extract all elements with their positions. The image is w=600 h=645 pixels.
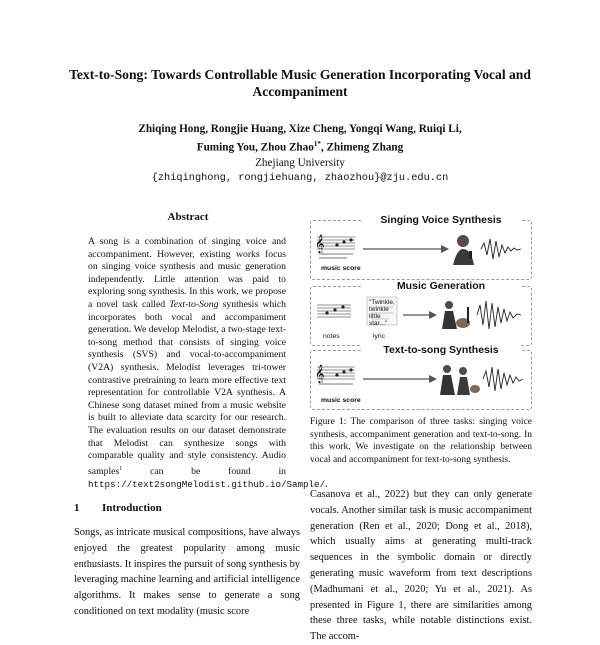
label-music-score-3: music score xyxy=(321,397,361,404)
abstract-part-1: A song is a combination of singing voice and accompaniment. However, existing works focus on singing voice synthesis and music generation independently. Little attention was paid to exploring song synthesis. In this work, we propose a novel task called xyxy=(88,236,286,310)
audio-samples-link[interactable]: https://text2songMelodist.github.io/Sample/ xyxy=(88,478,326,490)
figure-1-caption: Figure 1: The comparison of three tasks: singing voice synthesis, accompaniment generation and text-to-song. In this work, We investigate on the relationship between vocal and accompaniment for text-to-song synthesis. xyxy=(310,417,532,465)
panel-title-music-generation: Music Generation xyxy=(361,280,521,292)
panel-singing-voice-synthesis xyxy=(310,214,532,280)
notes-icon xyxy=(317,305,351,317)
arrow-icon xyxy=(403,311,437,319)
music-generation-illustration xyxy=(311,287,531,345)
authors-line-1: Zhiqing Hong, Rongjie Huang, Xize Cheng, Yongqi Wang, Ruiqi Li, xyxy=(138,123,462,135)
panel-music-generation xyxy=(310,280,532,346)
waveform-icon xyxy=(483,367,523,391)
author-block xyxy=(40,122,560,186)
right-column-text: Casanova et al., 2022) but they can only generate vocals. Another similar task is music accompaniment generation (Ren et al., 2020; Dong et al., 2018), which usually aims at generating multi-track sequences in the symbolic domain or directly generating music waveform from text descriptions (Madhumani et al., 2020; Yu et al., 2021). As presented in Figure 1, there are similarities among these three tasks, while notable distinctions exist. The accom- xyxy=(310,489,532,643)
band-with-singer-icon xyxy=(440,365,480,395)
authors-line-2-end: , Zhimeng Zhang xyxy=(320,141,404,154)
label-music-score-1: music score xyxy=(321,265,361,272)
singer-icon xyxy=(453,235,474,265)
panel-title-text-to-song: Text-to-song Synthesis xyxy=(361,344,521,356)
waveform-icon xyxy=(481,239,521,259)
svg-text:𝄞: 𝄞 xyxy=(315,364,325,383)
abstract-part-2: synthesis which incorporates both vocal and accompaniment generation. We develop Melodist, a two-stage text-to-song method that consists of singing voice synthesis (SVS) and vocal-to-accompaniment (V2A) synthesis. Melodist leverages tri-tower contrastive pretraining to learn more effective text representation for controllable V2A synthesis. A Chinese song dataset mined from a music website is built to alleviate data scarcity for our research. The evaluation results on our dataset demonstrate that Melodist can synthesize songs with comparable quality and style consistency. Audio samples xyxy=(88,298,286,477)
waveform-icon xyxy=(477,301,521,329)
section-number: 1 xyxy=(74,502,80,514)
label-lyric: lyric xyxy=(373,333,386,340)
abstract-part-3: can be found in xyxy=(122,465,286,477)
abstract-emphasis: Text-to-Song xyxy=(169,298,219,310)
footnote-mark: 1 xyxy=(119,465,123,472)
panel-text-to-song xyxy=(310,344,532,410)
svg-text:𝄞: 𝄞 xyxy=(315,234,325,253)
music-score-icon xyxy=(315,234,355,259)
authors-line-2-start: Fuming You, Zhou Zhao xyxy=(196,141,314,154)
label-notes: notes xyxy=(323,333,340,340)
band-icon xyxy=(442,301,470,329)
corresponding-author-mark: 1* xyxy=(313,140,321,148)
section-heading-introduction xyxy=(74,502,304,514)
arrow-icon xyxy=(363,375,437,383)
authors-line-2 xyxy=(40,137,560,156)
paper-title: Text-to-Song: Towards Controllable Music Generation Incorporating Vocal and Accompaniment xyxy=(69,67,531,99)
figure-1 xyxy=(306,212,534,408)
lyric-sample: "Twinkle, twinkle little star..." xyxy=(369,299,395,327)
abstract-heading: Abstract xyxy=(167,211,209,223)
affiliation: Zhejiang University xyxy=(255,156,345,169)
abstract-end: . xyxy=(325,478,328,490)
music-score-icon xyxy=(315,364,355,385)
introduction-text: Songs, as intricate musical compositions, have always enjoyed the greatest popularity among music enthusiasts. It inspires the pursuit of song synthesis by leveraging machine learning and artificial intelligence algorithms. It makes sense to generate a song conditioned on text modality (music score xyxy=(74,527,300,617)
section-title: Introduction xyxy=(102,502,162,514)
panel-title-svs: Singing Voice Synthesis xyxy=(361,214,521,226)
arrow-icon xyxy=(363,245,449,253)
abstract-text xyxy=(88,236,328,491)
author-emails[interactable]: {zhiqinghong, rongjiehuang, zhaozhou}@zju.edu.cn xyxy=(151,171,449,184)
